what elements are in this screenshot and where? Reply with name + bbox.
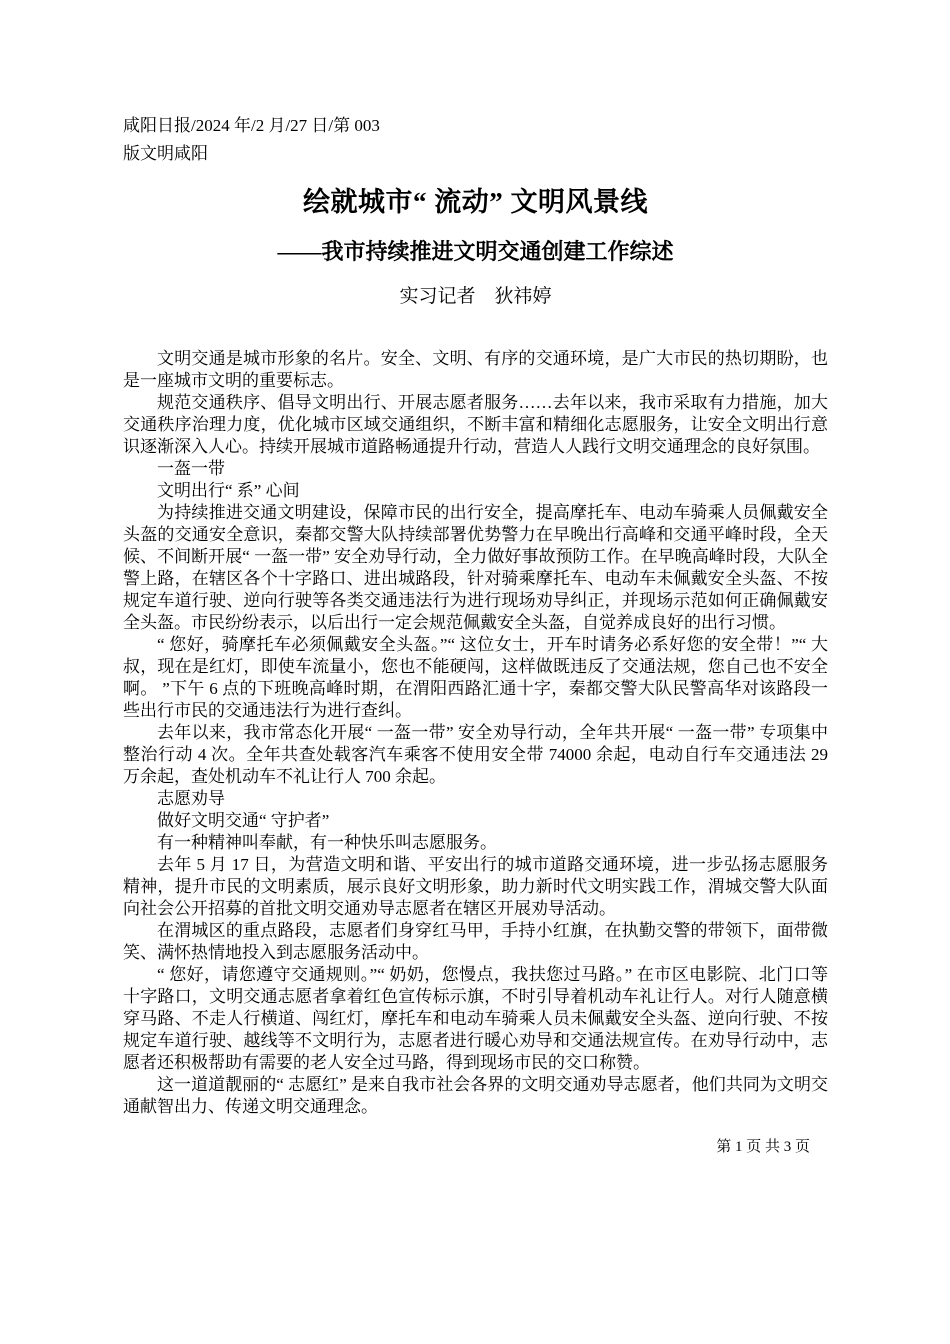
section-heading: 文明出行“ 系” 心间 — [157, 481, 300, 500]
paragraph: 去年以来，我市常态化开展“ 一盔一带” 安全劝导行动，全年共开展“ 一盔一带” 专项集中整治行动 4 次。全年共查处载客汽车乘客不使用安全带 74000 余起，电动自行车交通违法 29 万余起，查处机动车不礼让行人 700 余起。 — [123, 723, 828, 786]
article-title: 绘就城市“ 流动” 文明风景线 — [303, 187, 648, 217]
paragraph: 规范交通秩序、倡导文明出行、开展志愿者服务……去年以来，我市采取有力措施，加大交通秩序治理力度，优化城市区域交通组织，不断丰富和精细化志愿服务，让安全文明出行意识逐渐深入人心。持续开展城市道路畅通提升行动，营造人人践行文明交通理念的良好氛围。 — [123, 393, 828, 456]
paragraph: 去年 5 月 17 日，为营造文明和谐、平安出行的城市道路交通环境，进一步弘扬志愿服务精神，提升市民的文明素质，展示良好文明形象，助力新时代文明实践工作，渭城交警大队面向社会公开招募的首批文明交通劝导志愿者在辖区开展劝导活动。 — [123, 855, 828, 918]
page-number: 第 1 页 共 3 页 — [716, 1139, 810, 1155]
paragraph: 文明交通是城市形象的名片。安全、文明、有序的交通环境，是广大市民的热切期盼，也是一座城市文明的重要标志。 — [123, 349, 828, 390]
section-heading: 做好文明交通“ 守护者” — [157, 811, 330, 830]
paragraph: 为持续推进交通文明建设，保障市民的出行安全，提高摩托车、电动车骑乘人员佩戴安全头盔的交通安全意识，秦都交警大队持续部署优势警力在早晚出行高峰和交通平峰时段，全天候、不间断开展“ 一盔一带” 安全劝导行动，全力做好事故预防工作。在早晚高峰时段，大队全警上路，在辖区各个十字路口、进出城路段，针对骑乘摩托车、电动车未佩戴安全头盔、不按规定车道行驶、逆向行驶等各类交通违法行为进行现场劝导纠正，并现场示范如何正确佩戴安全头盔。市民纷纷表示，以后出行一定会规范佩戴安全头盔，自觉养成良好的出行习惯。 — [123, 503, 828, 632]
source-line-1: 咸阳日报/2024 年/2 月/27 日/第 003 — [123, 116, 380, 135]
paragraph: 这一道道靓丽的“ 志愿红” 是来自我市社会各界的文明交通劝导志愿者，他们共同为文明交通献智出力、传递文明交通理念。 — [123, 1075, 828, 1116]
byline: 实习记者 狄祎婷 — [399, 286, 552, 307]
paragraph: 有一种精神叫奉献，有一种快乐叫志愿服务。 — [157, 833, 497, 852]
article-body — [123, 348, 828, 1118]
article-subtitle: ——我市持续推进文明交通创建工作综述 — [277, 239, 674, 264]
source-line-2: 版文明咸阳 — [123, 144, 208, 163]
source-header — [123, 112, 828, 168]
paragraph: “ 您好，骑摩托车必须佩戴安全头盔。”“ 这位女士，开车时请务必系好您的安全带！”“ 大叔，现在是红灯，即使车流量小，您也不能硬闯，这样做既违反了交通法规，您自己也不安全啊。 ”下午 6 点的下班晚高峰时期，在渭阳西路汇通十字，秦都交警大队民警高华对该路段一些出行市民的交通违法行为进行查纠。 — [123, 635, 828, 720]
section-heading: 一盔一带 — [157, 459, 225, 478]
paragraph: 在渭城区的重点路段，志愿者们身穿红马甲，手持小红旗，在执勤交警的带领下，面带微笑、满怀热情地投入到志愿服务活动中。 — [123, 921, 828, 962]
paragraph: “ 您好，请您遵守交通规则。”“ 奶奶，您慢点，我扶您过马路。” 在市区电影院、北门口等十字路口，文明交通志愿者拿着红色宣传标示旗，不时引导着机动车礼让行人。对行人随意横穿马路、不走人行横道、闯红灯，摩托车和电动车骑乘人员未佩戴安全头盔、逆向行驶、不按规定车道行驶、越线等不文明行为，志愿者进行暖心劝导和交通法规宣传。在劝导行动中，志愿者还积极帮助有需要的老人安全过马路，得到现场市民的交口称赞。 — [123, 965, 828, 1072]
section-heading: 志愿劝导 — [157, 789, 225, 808]
